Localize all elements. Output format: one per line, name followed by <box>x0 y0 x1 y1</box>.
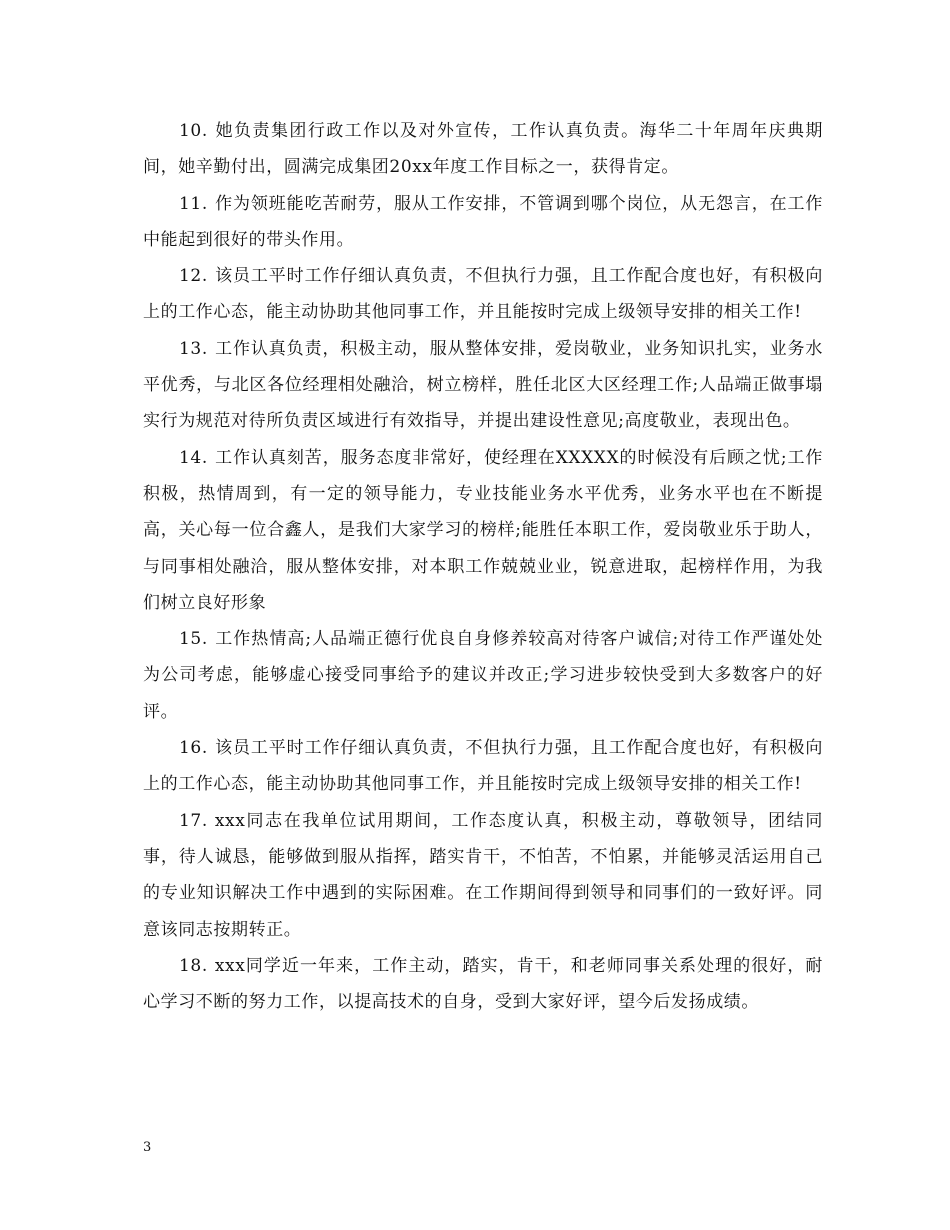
paragraph-17 <box>143 803 823 948</box>
paragraph-12 <box>143 258 823 331</box>
paragraph-text: 工作认真负责，积极主动，服从整体安排，爱岗敬业，业务知识扎实，业务水平优秀，与北区各位经理相处融洽，树立榜样，胜任北区大区经理工作;人品端正做事塌实行为规范对待所负责区域进行有效指导，并提出建设性意见;高度敬业，表现出色。 <box>143 338 823 432</box>
document-body <box>143 113 823 1020</box>
paragraph-text: 工作热情高;人品端正德行优良自身修养较高对待客户诚信;对待工作严谨处处为公司考虑，能够虚心接受同事给予的建议并改正;学习进步较快受到大多数客户的好评。 <box>143 629 823 722</box>
paragraph-number: 14. <box>179 447 208 468</box>
paragraph-text: xxx同学近一年来，工作主动，踏实，肯干，和老师同事关系处理的很好，耐心学习不断的努力工作，以提高技术的自身，受到大家好评，望今后发扬成绩。 <box>143 955 823 1013</box>
page-number: 3 <box>143 1140 152 1155</box>
paragraph-10 <box>143 113 823 186</box>
paragraph-number: 18. <box>179 955 208 976</box>
paragraph-number: 15. <box>179 629 208 650</box>
paragraph-number: 10. <box>179 121 208 141</box>
paragraph-number: 13. <box>179 338 208 359</box>
paragraph-15 <box>143 621 823 730</box>
paragraph-18 <box>143 948 823 1021</box>
paragraph-number: 16. <box>179 738 208 759</box>
paragraph-number: 17. <box>179 810 208 831</box>
paragraph-text: 作为领班能吃苦耐劳，服从工作安排，不管调到哪个岗位，从无怨言，在工作中能起到很好的带头作用。 <box>143 193 823 250</box>
paragraph-number: 12. <box>179 266 208 287</box>
paragraph-14 <box>143 440 823 621</box>
paragraph-11 <box>143 186 823 259</box>
paragraph-13 <box>143 331 823 440</box>
paragraph-text: 该员工平时工作仔细认真负责，不但执行力强，且工作配合度也好，有积极向上的工作心态，能主动协助其他同事工作，并且能按时完成上级领导安排的相关工作! <box>143 266 823 323</box>
paragraph-text: xxx同志在我单位试用期间，工作态度认真，积极主动，尊敬领导，团结同事，待人诚恳，能够做到服从指挥，踏实肯干，不怕苦，不怕累，并能够灵活运用自己的专业知识解决工作中遇到的实际困难。在工作期间得到领导和同事们的一致好评。同意该同志按期转正。 <box>143 810 823 940</box>
paragraph-text: 该员工平时工作仔细认真负责，不但执行力强，且工作配合度也好，有积极向上的工作心态，能主动协助其他同事工作，并且能按时完成上级领导安排的相关工作! <box>143 738 823 795</box>
paragraph-number: 11. <box>179 193 208 214</box>
paragraph-text: 工作认真刻苦，服务态度非常好，使经理在XXXXX的时候没有后顾之忧;工作积极，热情周到，有一定的领导能力，专业技能业务水平优秀，业务水平也在不断提高，关心每一位合鑫人，是我们大家学习的榜样;能胜任本职工作，爱岗敬业乐于助人，与同事相处融洽，服从整体安排，对本职工作兢兢业业，锐意进取，起榜样作用，为我们树立良好形象 <box>143 447 823 613</box>
paragraph-text: 她负责集团行政工作以及对外宣传，工作认真负责。海华二十年周年庆典期间，她辛勤付出，圆满完成集团20xx年度工作目标之一，获得肯定。 <box>143 121 823 178</box>
paragraph-16 <box>143 730 823 803</box>
